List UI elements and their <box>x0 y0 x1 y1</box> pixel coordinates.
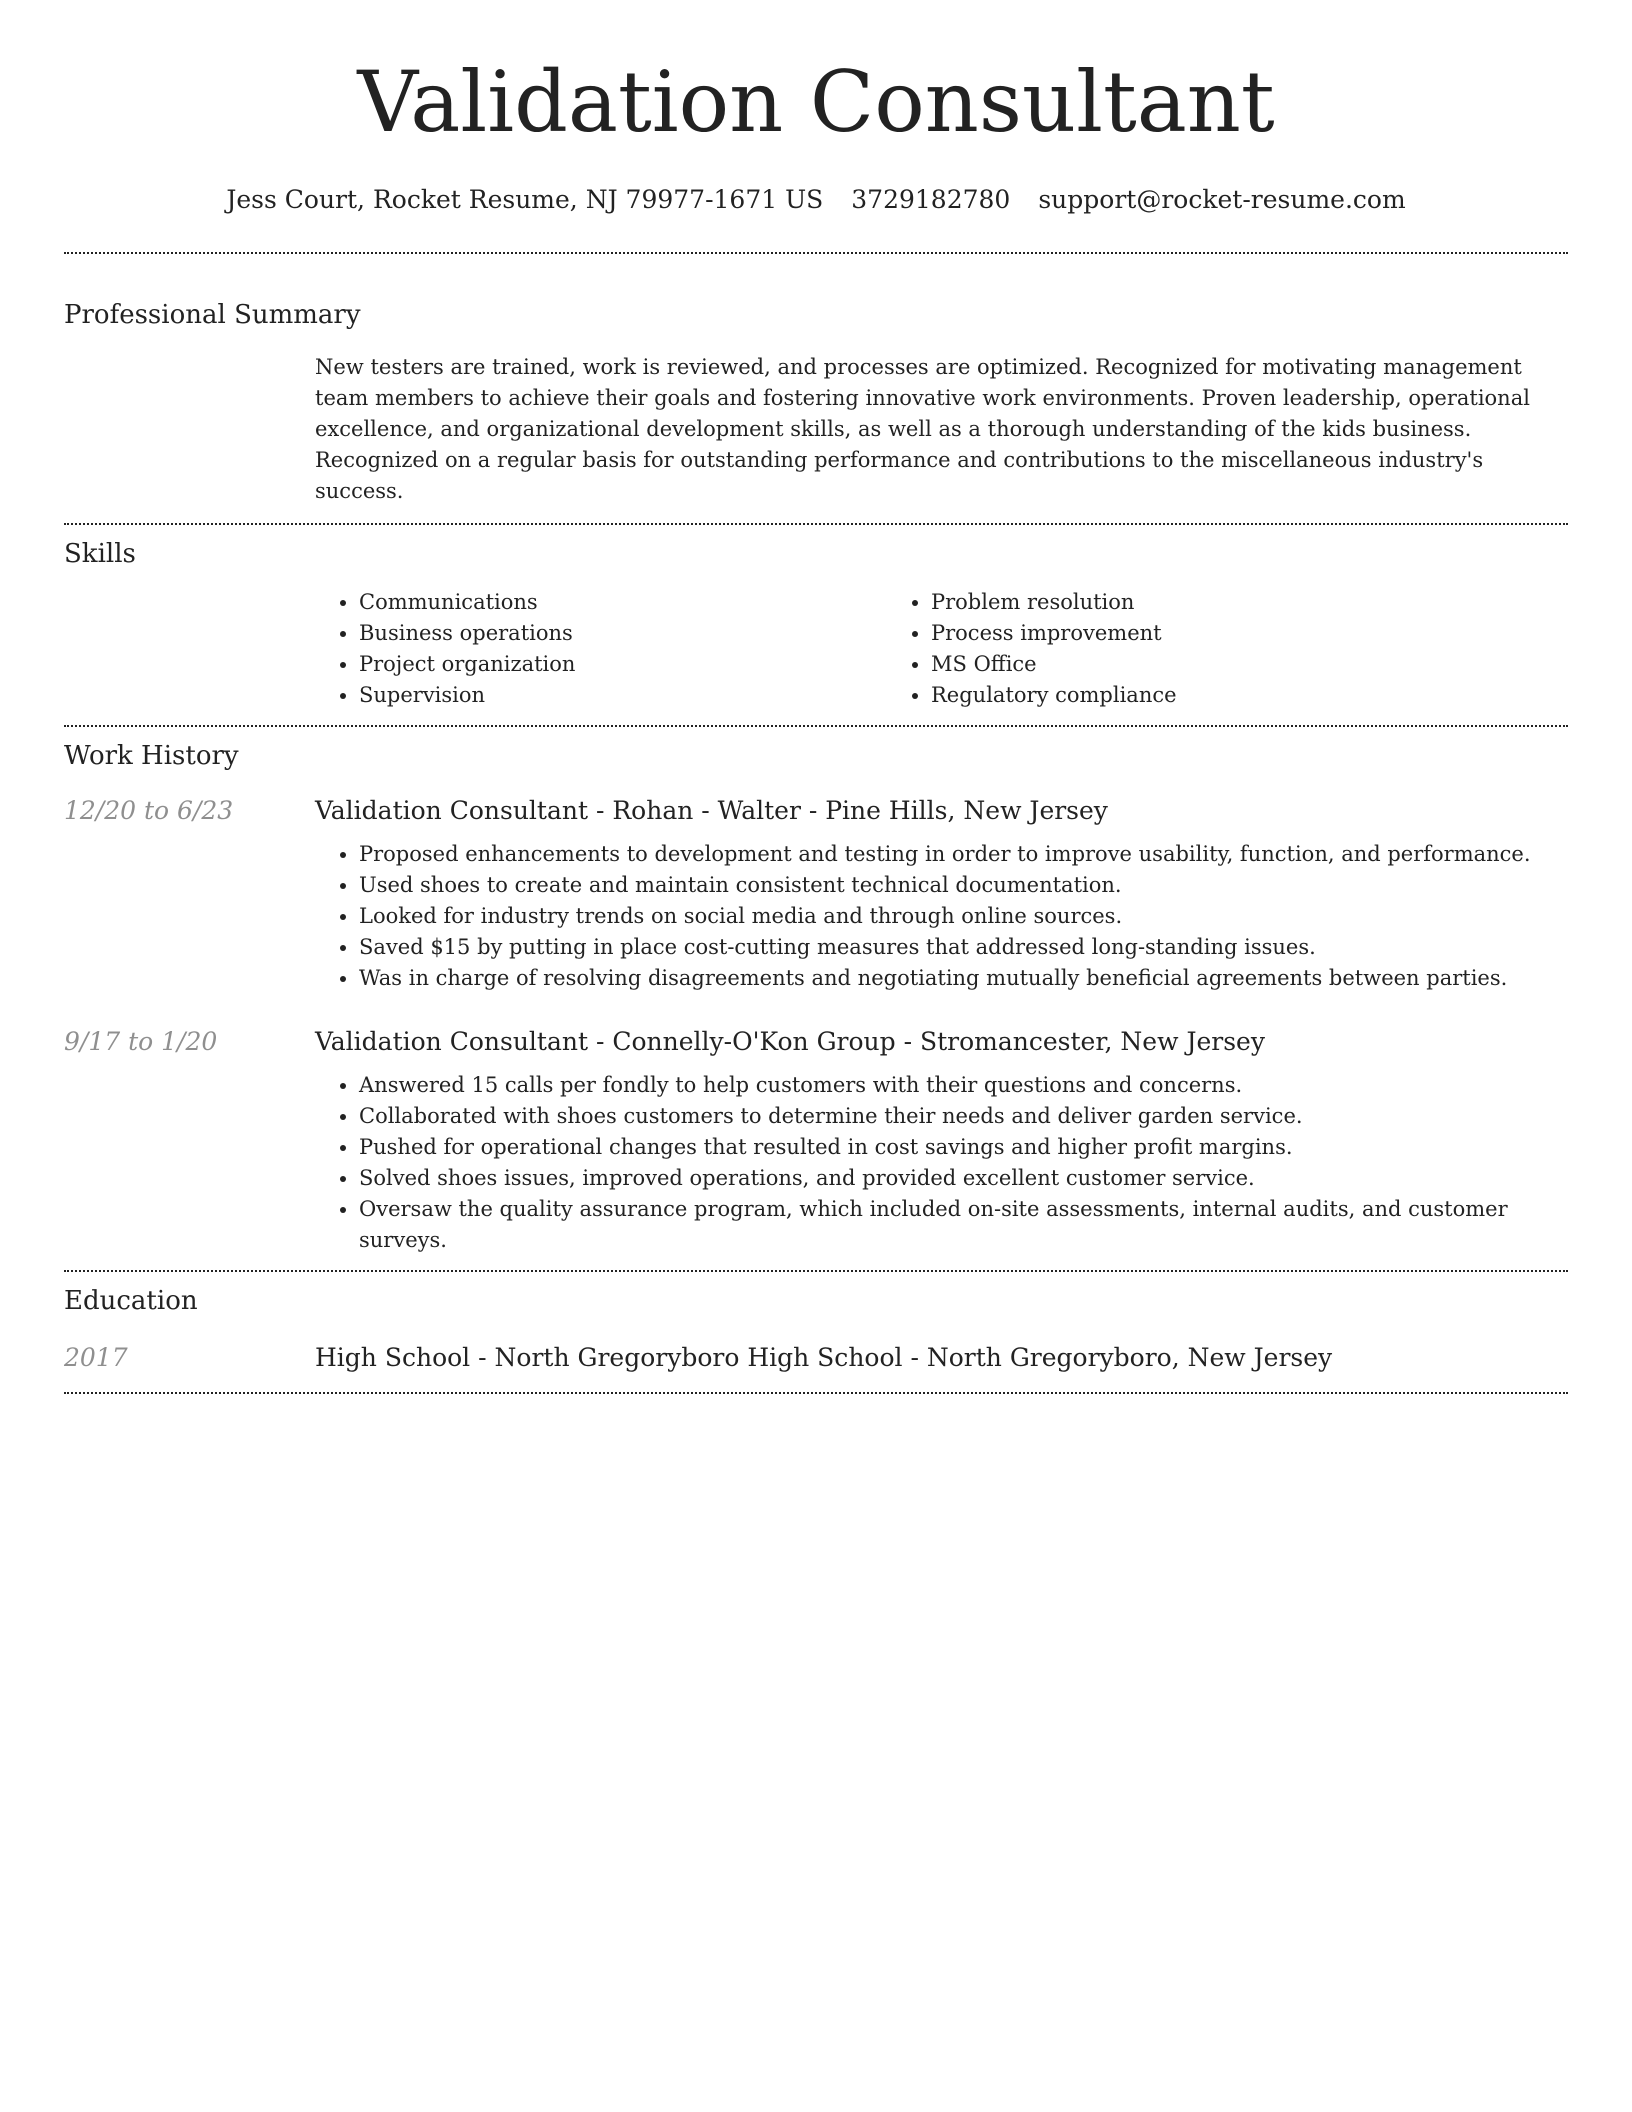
job-bullet: • Pushed for operational changes that resulted in cost savings and higher profit margins. <box>359 1132 1568 1163</box>
job-title: Validation Consultant - Connelly-O'Kon Group - Stromancester, New Jersey <box>315 1027 1265 1056</box>
job-bullet: • Solved shoes issues, improved operations, and provided excellent customer service. <box>359 1163 1568 1194</box>
education-entry <box>64 1340 1568 1376</box>
skills-column-left <box>315 587 887 711</box>
divider <box>64 523 1568 525</box>
education-heading: Education <box>64 1286 198 1316</box>
job-bullet: • Collaborated with shoes customers to determine their needs and deliver garden service. <box>359 1101 1568 1132</box>
divider <box>64 725 1568 727</box>
divider <box>64 1270 1568 1272</box>
job-bullet: • Saved $15 by putting in place cost-cutting measures that addressed long-standing issues. <box>359 932 1568 963</box>
contact-line <box>64 182 1568 218</box>
job-entry <box>64 793 1568 994</box>
education-year: 2017 <box>64 1343 128 1372</box>
job-bullet: • Proposed enhancements to development and testing in order to improve usability, function, and performance. <box>359 839 1568 870</box>
contact-address: Jess Court, Rocket Resume, NJ 79977-1671 US <box>226 185 824 214</box>
job-bullet: • Answered 15 calls per fondly to help customers with their questions and concerns. <box>359 1070 1568 1101</box>
job-title: Validation Consultant - Rohan - Walter - Pine Hills, New Jersey <box>315 796 1108 825</box>
skills-heading: Skills <box>64 539 136 569</box>
skill-item: • Supervision <box>359 680 887 711</box>
job-details <box>315 793 1568 994</box>
job-dates: 12/20 to 6/23 <box>64 796 234 825</box>
summary-text: New testers are trained, work is reviewed, and processes are optimized. Recognized for motivating management team members to achieve their goals and fostering innovative work environments. Proven leadership, operational excellence, and organizational development skills, as well as a thorough understanding of the kids business. Recognized on a regular basis for outstanding performance and contributions to the miscellaneous industry's success. <box>315 355 1530 503</box>
skill-item: • Communications <box>359 587 887 618</box>
summary-heading: Professional Summary <box>64 300 361 330</box>
job-entry <box>64 1024 1568 1256</box>
candidate-name: Validation Consultant <box>357 53 1275 151</box>
job-bullet: • Used shoes to create and maintain consistent technical documentation. <box>359 870 1568 901</box>
contact-email[interactable]: support@rocket-resume.com <box>1038 185 1406 214</box>
job-bullet: • Was in charge of resolving disagreements and negotiating mutually beneficial agreements between parties. <box>359 963 1568 994</box>
job-bullet: • Looked for industry trends on social media and through online sources. <box>359 901 1568 932</box>
job-bullets <box>315 1070 1568 1256</box>
skill-item: • Problem resolution <box>931 587 1459 618</box>
skill-item: • Business operations <box>359 618 887 649</box>
work-history-heading: Work History <box>64 741 239 771</box>
job-dates: 9/17 to 1/20 <box>64 1027 218 1056</box>
job-details <box>315 1024 1568 1256</box>
skill-item: • MS Office <box>931 649 1459 680</box>
skill-item: • Project organization <box>359 649 887 680</box>
education-details: High School - North Gregoryboro High School - North Gregoryboro, New Jersey <box>315 1343 1333 1372</box>
skills-column-right <box>887 587 1459 711</box>
job-bullet: • Oversaw the quality assurance program, which included on-site assessments, internal audits, and customer surveys. <box>359 1194 1568 1256</box>
skills-list <box>315 587 1568 711</box>
contact-phone: 3729182780 <box>851 185 1011 214</box>
divider <box>64 252 1568 254</box>
job-bullets <box>315 839 1568 994</box>
divider <box>64 1392 1568 1394</box>
skill-item: • Regulatory compliance <box>931 680 1459 711</box>
skill-item: • Process improvement <box>931 618 1459 649</box>
